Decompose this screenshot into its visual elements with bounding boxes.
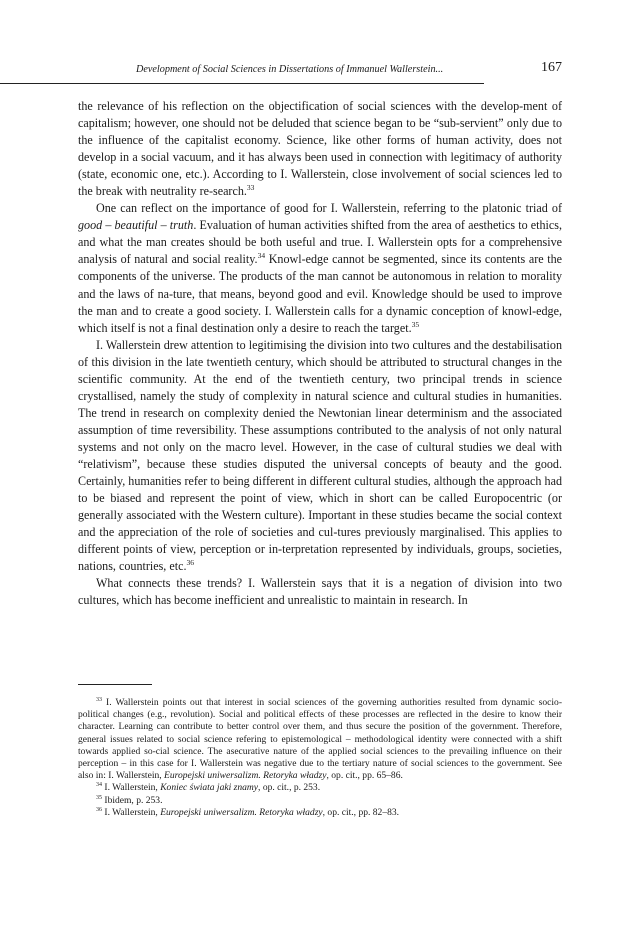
- paragraph-1-text: the relevance of his reflection on the objectification of social sciences with the develop-ment of capitalism; however, one should not be deluded that science began to be “sub-servient” only due to the influence of the capitalist economy. Science, like other forms of human activity, does not develop in a social vacuum, and it has always been used in connection with legitimacy of authority (state, economic one, etc.). According to I. Wallerstein, close involvement of social sciences led to the break with neutrality re-search.: [78, 99, 562, 199]
- paragraph-2-text-b: . Evaluation of human activities shifted from the area of aesthetics to ethics, and what the man creates should be both useful and true. I. Wallerstein opts for a comprehensive analysis of natural and social reality.: [78, 218, 563, 267]
- footnote-text: , op. cit., pp. 65–86.: [326, 770, 403, 782]
- footnote-number: 36: [96, 806, 102, 813]
- footnote-ref-35: 35: [411, 319, 420, 329]
- running-title: Development of Social Sciences in Dissertations of Immanuel Wallerstein...: [136, 64, 444, 75]
- footnote-text: , op. cit., p. 253.: [258, 782, 321, 794]
- footnote-text: , op. cit., pp. 82–83.: [322, 806, 400, 818]
- footnote-text: I. Wallerstein,: [104, 782, 161, 794]
- footnote-number: 35: [96, 794, 102, 801]
- paragraph-3-text: I. Wallerstein drew attention to legitimising the division into two cultures and the destabilisation of this division in the late twentieth century, which should be attributed to structural changes in the scientific community. At the end of the twentieth century, two principal trends in science crystallised, namely the study of complexity in natural science and cultural studies in humanities. The trend in research on complexity denied the Newtonian linear determinism and the associated assumption of time reversibility. These assumptions contributed to the analysis of not only natural systems and not only on the macro level. However, in the case of cultural studies we deal with “relativism”, because these studies disputed the universal concepts of beauty and the good. Certainly, humanities refer to being different in different cultural studies, although the approach had to be biased and represent the point of view, which in short can be called Europocentric (or generally associated with the Western culture). Important in these studies became the social context and the appreciation of the role of societies and cul-tures previously marginalised. This applies to different points of view, perception or in-terpretation represented by individuals, groups, societies, nations, countries, etc.: [78, 337, 562, 574]
- paragraph-2-text-a: One can reflect on the importance of good for I. Wallerstein, referring to the platonic triad of: [96, 201, 562, 216]
- page-number: 167: [541, 60, 562, 75]
- footnote-35: [78, 795, 562, 807]
- footnote-number: 33: [96, 696, 102, 703]
- footnote-text: Ibidem, p. 253.: [104, 794, 163, 806]
- footnote-34: [78, 782, 562, 794]
- paragraph-3: [78, 337, 562, 576]
- footnote-number: 34: [96, 782, 102, 789]
- footnote-ref-33: 33: [246, 183, 255, 193]
- footnote-title: Europejski uniwersalizm. Retoryka władzy: [160, 806, 323, 818]
- header-rule: [0, 83, 484, 84]
- footnote-text: I. Wallerstein points out that interest in social sciences of the governing authorities resulted from dynamic socio-political changes (e.g., revolution). Social and political effects of these processes are reflected in the desire to know their character. Learning can contribute to better control over them, and thus secure the position of the government. Therefore, general issues related to social science refering to epistemological – methodological identity were connected with a shift towards applied so-cial science. The asecurative nature of the applied social sciences to the prevailing influence on their perception – in this case for I. Wallerstein was negative due to the tertiary nature of social sciences to the government. See also in: I. Wallerstein,: [78, 697, 562, 782]
- paragraph-1: [78, 98, 562, 200]
- footnote-title: Europejski uniwersalizm. Retoryka władzy: [164, 770, 327, 782]
- footnote-33: [78, 697, 562, 782]
- footnote-title: Koniec świata jaki znamy: [160, 782, 259, 794]
- paragraph-2: [78, 200, 562, 336]
- footnotes: [78, 697, 562, 819]
- body-text: [78, 98, 562, 609]
- footnote-text: I. Wallerstein,: [104, 806, 161, 818]
- footnote-36: [78, 807, 562, 819]
- paragraph-4: What connects these trends? I. Wallerstein says that it is a negation of division into two cultures, which has become inefficient and unrealistic to maintain in research. In: [78, 576, 562, 608]
- footnote-ref-34: 34: [257, 251, 266, 261]
- running-header: [78, 58, 562, 78]
- footnote-rule: [78, 684, 152, 685]
- footnote-ref-36: 36: [186, 558, 194, 568]
- platonic-triad: good – beautiful – truth: [78, 218, 194, 233]
- paragraph-2-text-c: Knowl-edge cannot be segmented, since its contents are the components of the universe. The products of the man cannot be autonomous in relation to morality and the laws of na-ture, that means, beyond good and evil. Knowledge should be used to improve the man and to create a good society. I. Wallerstein calls for a dynamic conception of knowl-edge, which itself is not a final destination only a desire to reach the target.: [78, 252, 563, 335]
